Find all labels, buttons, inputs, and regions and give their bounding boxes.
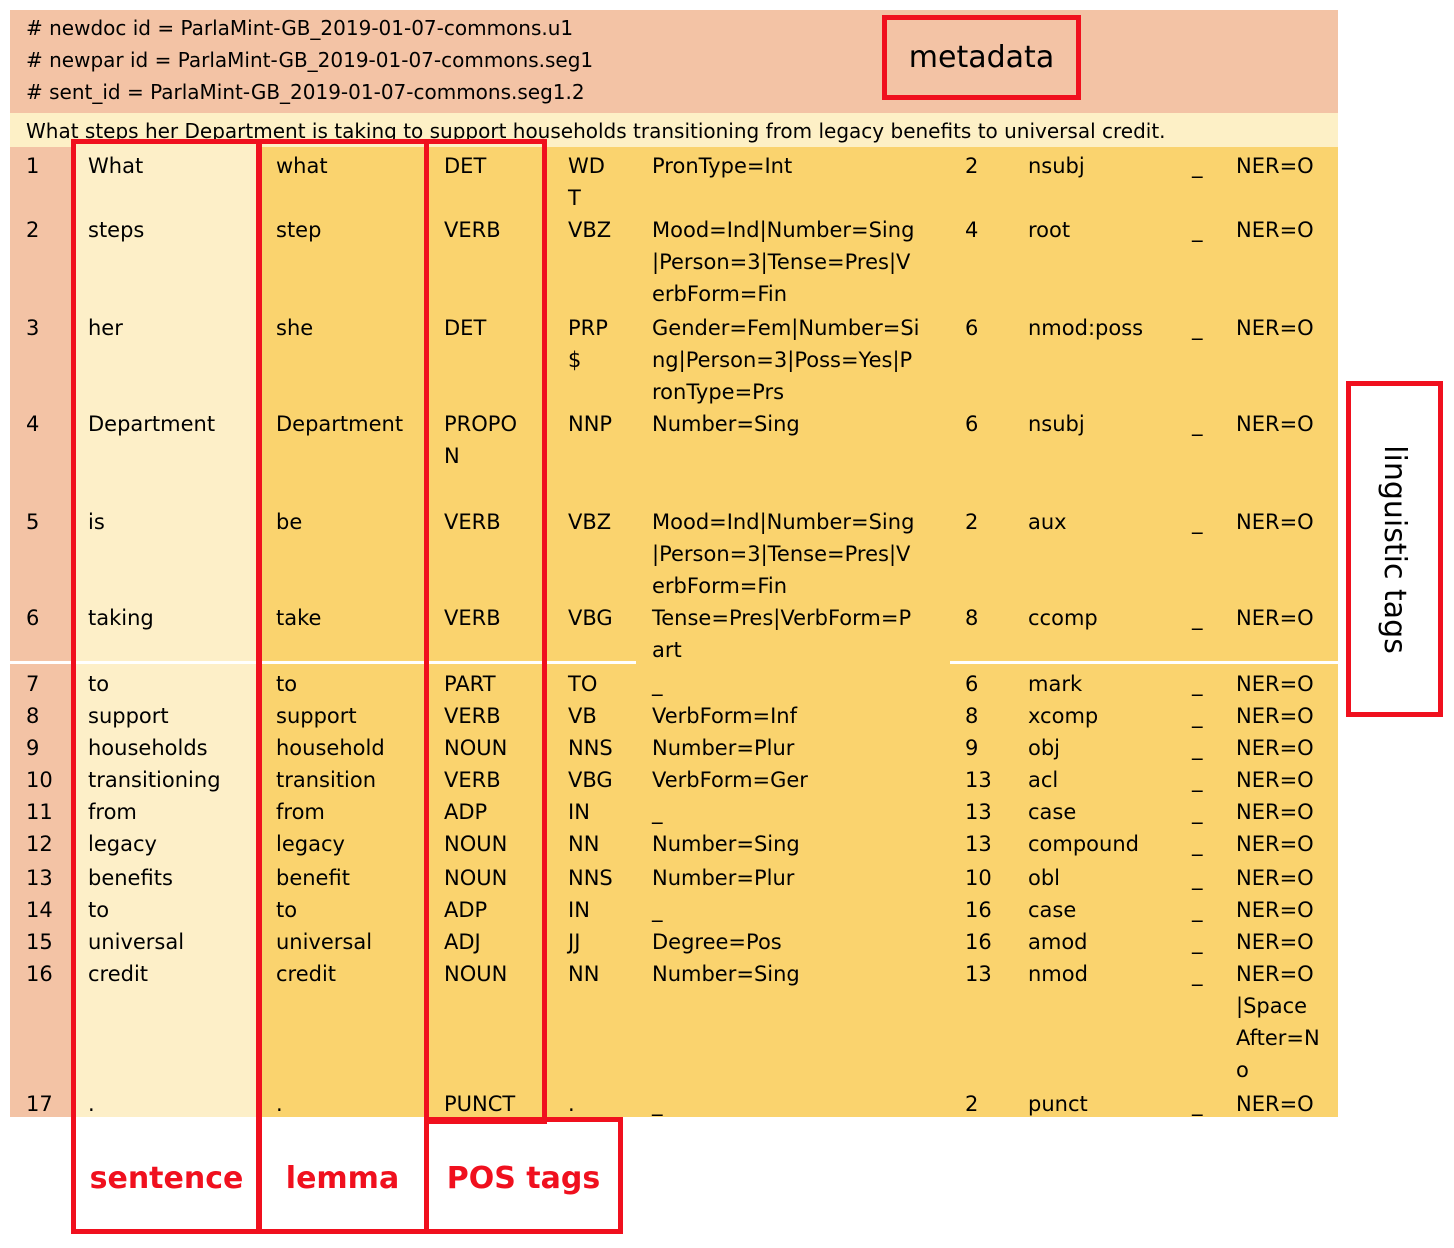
cell-lemma: to [276, 672, 298, 696]
cell-id: 3 [26, 316, 40, 340]
cell-head: 13 [965, 800, 992, 824]
cell-id: 7 [26, 672, 40, 696]
cell-lemma: she [276, 316, 314, 340]
cell-deprel: punct [1028, 1092, 1088, 1116]
cell-head: 13 [965, 768, 992, 792]
cell-misc: NER=O [1236, 704, 1314, 728]
cell-form: steps [88, 218, 145, 242]
cell-head: 8 [965, 606, 979, 630]
cell-deps: _ [1192, 736, 1203, 760]
cell-feats: Degree=Pos [652, 930, 782, 954]
cell-lemma: universal [276, 930, 373, 954]
cell-misc: NER=O [1236, 412, 1314, 436]
lemma-label: lemma [285, 1161, 400, 1196]
cell-xpos: WD T [568, 154, 605, 210]
cell-misc: NER=O [1236, 672, 1314, 696]
cell-head: 6 [965, 316, 979, 340]
cell-form: households [88, 736, 208, 760]
cell-xpos: NN [568, 962, 600, 986]
cell-id: 11 [26, 800, 53, 824]
cell-form: . [88, 1092, 95, 1116]
cell-deprel: nsubj [1028, 412, 1085, 436]
cell-misc: NER=O [1236, 606, 1314, 630]
cell-feats: _ [652, 898, 663, 922]
cell-feats: Gender=Fem|Number=Si ng|Person=3|Poss=Yes|P ronType=Prs [652, 316, 920, 404]
cell-misc: NER=O [1236, 218, 1314, 242]
cell-upos: ADP [444, 898, 488, 922]
cell-lemma: Department [276, 412, 404, 436]
lemma-box [256, 139, 429, 1234]
cell-xpos: VBZ [568, 218, 612, 242]
cell-misc: NER=O [1236, 898, 1314, 922]
cell-misc: NER=O [1236, 832, 1314, 856]
cell-lemma: be [276, 510, 303, 534]
cell-deprel: ccomp [1028, 606, 1098, 630]
cell-deprel: mark [1028, 672, 1083, 696]
cell-form: support [88, 704, 169, 728]
cell-form: What [88, 154, 144, 178]
cell-id: 10 [26, 768, 53, 792]
linguistic-tags-label: linguistic tags [1377, 444, 1412, 654]
cell-id: 9 [26, 736, 40, 760]
cell-deps: _ [1192, 412, 1203, 436]
cell-feats: VerbForm=Inf [652, 704, 798, 728]
cell-feats: VerbForm=Ger [652, 768, 808, 792]
cell-form: Department [88, 412, 216, 436]
cell-head: 2 [965, 510, 979, 534]
cell-misc: NER=O [1236, 316, 1314, 340]
cell-feats: Mood=Ind|Number=Sing |Person=3|Tense=Pres|V erbForm=Fin [652, 218, 915, 306]
cell-id: 5 [26, 510, 40, 534]
cell-deps: _ [1192, 606, 1203, 630]
pos-tags-column-box [424, 139, 547, 1124]
cell-form: taking [88, 606, 154, 630]
cell-head: 6 [965, 412, 979, 436]
cell-xpos: NNS [568, 866, 613, 890]
cell-deps: _ [1192, 316, 1203, 340]
cell-xpos: VBG [568, 606, 613, 630]
cell-xpos: IN [568, 898, 590, 922]
cell-form: is [88, 510, 105, 534]
cell-id: 6 [26, 606, 40, 630]
cell-misc: NER=O |Space After=N o [1236, 962, 1320, 1082]
cell-feats: _ [652, 1092, 663, 1116]
cell-id: 15 [26, 930, 53, 954]
cell-feats: Number=Sing [652, 832, 800, 856]
cell-deprel: acl [1028, 768, 1059, 792]
sentence-box [71, 139, 262, 1234]
cell-form: from [88, 800, 137, 824]
row-divider [950, 661, 1338, 664]
cell-head: 16 [965, 930, 992, 954]
cell-lemma: benefit [276, 866, 350, 890]
cell-form: to [88, 898, 110, 922]
cell-feats: Tense=Pres|VerbForm=P art [652, 606, 912, 662]
cell-deprel: amod [1028, 930, 1088, 954]
cell-upos: VERB [444, 218, 501, 242]
cell-id: 14 [26, 898, 53, 922]
cell-lemma: . [276, 1092, 283, 1116]
cell-head: 4 [965, 218, 979, 242]
cell-deprel: compound [1028, 832, 1139, 856]
cell-head: 10 [965, 866, 992, 890]
cell-deps: _ [1192, 768, 1203, 792]
cell-deprel: case [1028, 898, 1077, 922]
cell-lemma: credit [276, 962, 337, 986]
cell-xpos: VBZ [568, 510, 612, 534]
cell-feats: Number=Plur [652, 866, 795, 890]
cell-deps: _ [1192, 866, 1203, 890]
cell-deprel: obl [1028, 866, 1061, 890]
cell-xpos: VBG [568, 768, 613, 792]
cell-id: 12 [26, 832, 53, 856]
cell-head: 2 [965, 154, 979, 178]
cell-xpos: IN [568, 800, 590, 824]
cell-xpos: VB [568, 704, 597, 728]
linguistic-tags-label-wrap [1349, 384, 1440, 714]
cell-id: 2 [26, 218, 40, 242]
cell-deprel: nmod:poss [1028, 316, 1144, 340]
cell-deps: _ [1192, 930, 1203, 954]
cell-deps: _ [1192, 832, 1203, 856]
cell-id: 8 [26, 704, 40, 728]
cell-deprel: aux [1028, 510, 1067, 534]
cell-misc: NER=O [1236, 866, 1314, 890]
cell-upos: ADJ [444, 930, 481, 954]
cell-deprel: nmod [1028, 962, 1088, 986]
metadata-newdoc: # newdoc id = ParlaMint-GB_2019-01-07-commons.u1 [26, 16, 574, 40]
cell-deps: _ [1192, 898, 1203, 922]
cell-feats: Number=Sing [652, 962, 800, 986]
cell-head: 2 [965, 1092, 979, 1116]
cell-upos: VERB [444, 704, 501, 728]
cell-upos: DET [444, 154, 487, 178]
cell-feats: Number=Sing [652, 412, 800, 436]
cell-xpos: JJ [568, 930, 581, 954]
cell-upos: VERB [444, 606, 501, 630]
cell-misc: NER=O [1236, 768, 1314, 792]
cell-upos: NOUN [444, 832, 508, 856]
cell-lemma: what [276, 154, 328, 178]
cell-form: universal [88, 930, 185, 954]
cell-form: benefits [88, 866, 173, 890]
cell-upos: ADP [444, 800, 488, 824]
cell-upos: NOUN [444, 736, 508, 760]
cell-feats: Mood=Ind|Number=Sing |Person=3|Tense=Pres|V erbForm=Fin [652, 510, 915, 598]
pos-tags-label: POS tags [446, 1161, 601, 1196]
cell-lemma: household [276, 736, 385, 760]
cell-form: her [88, 316, 123, 340]
cell-deprel: case [1028, 800, 1077, 824]
cell-head: 6 [965, 672, 979, 696]
cell-lemma: transition [276, 768, 377, 792]
cell-form: to [88, 672, 110, 696]
cell-deps: _ [1192, 510, 1203, 534]
cell-head: 13 [965, 832, 992, 856]
cell-feats: _ [652, 800, 663, 824]
cell-lemma: support [276, 704, 357, 728]
cell-feats: PronType=Int [652, 154, 793, 178]
cell-misc: NER=O [1236, 930, 1314, 954]
cell-head: 13 [965, 962, 992, 986]
cell-misc: NER=O [1236, 510, 1314, 534]
cell-deps: _ [1192, 800, 1203, 824]
cell-head: 16 [965, 898, 992, 922]
cell-xpos: . [568, 1092, 575, 1116]
cell-misc: NER=O [1236, 154, 1314, 178]
cell-upos: VERB [444, 510, 501, 534]
cell-deps: _ [1192, 704, 1203, 728]
metadata-newpar: # newpar id = ParlaMint-GB_2019-01-07-commons.seg1 [26, 48, 594, 72]
cell-xpos: PRP $ [568, 316, 608, 372]
cell-form: legacy [88, 832, 157, 856]
cell-head: 9 [965, 736, 979, 760]
cell-upos: DET [444, 316, 487, 340]
cell-feats: Number=Plur [652, 736, 795, 760]
cell-upos: NOUN [444, 866, 508, 890]
cell-lemma: step [276, 218, 322, 242]
cell-id: 4 [26, 412, 40, 436]
sentence-text: What steps her Department is taking to support households transitioning from legacy benefits to universal credit. [26, 119, 1166, 143]
cell-xpos: NN [568, 832, 600, 856]
cell-deprel: nsubj [1028, 154, 1085, 178]
cell-lemma: to [276, 898, 298, 922]
cell-upos: PROPO N [444, 412, 517, 468]
cell-id: 1 [26, 154, 40, 178]
cell-deps: _ [1192, 672, 1203, 696]
cell-form: transitioning [88, 768, 221, 792]
cell-form: credit [88, 962, 149, 986]
cell-xpos: NNP [568, 412, 613, 436]
cell-misc: NER=O [1236, 800, 1314, 824]
cell-deps: _ [1192, 962, 1203, 986]
sentence-label: sentence [89, 1161, 244, 1196]
cell-deprel: root [1028, 218, 1071, 242]
cell-head: 8 [965, 704, 979, 728]
cell-misc: NER=O [1236, 1092, 1314, 1116]
cell-lemma: take [276, 606, 322, 630]
cell-feats: _ [652, 672, 663, 696]
cell-id: 13 [26, 866, 53, 890]
cell-deprel: xcomp [1028, 704, 1099, 728]
cell-upos: NOUN [444, 962, 508, 986]
metadata-label: metadata [908, 40, 1055, 75]
cell-deps: _ [1192, 218, 1203, 242]
cell-upos: VERB [444, 768, 501, 792]
cell-deps: _ [1192, 154, 1203, 178]
cell-misc: NER=O [1236, 736, 1314, 760]
cell-xpos: NNS [568, 736, 613, 760]
cell-id: 17 [26, 1092, 53, 1116]
cell-lemma: from [276, 800, 325, 824]
cell-deps: _ [1192, 1092, 1203, 1116]
cell-upos: PART [444, 672, 496, 696]
metadata-sent-id: # sent_id = ParlaMint-GB_2019-01-07-commons.seg1.2 [26, 80, 585, 104]
cell-upos: PUNCT [444, 1092, 516, 1116]
cell-deprel: obj [1028, 736, 1061, 760]
cell-lemma: legacy [276, 832, 345, 856]
cell-id: 16 [26, 962, 53, 986]
cell-xpos: TO [568, 672, 598, 696]
